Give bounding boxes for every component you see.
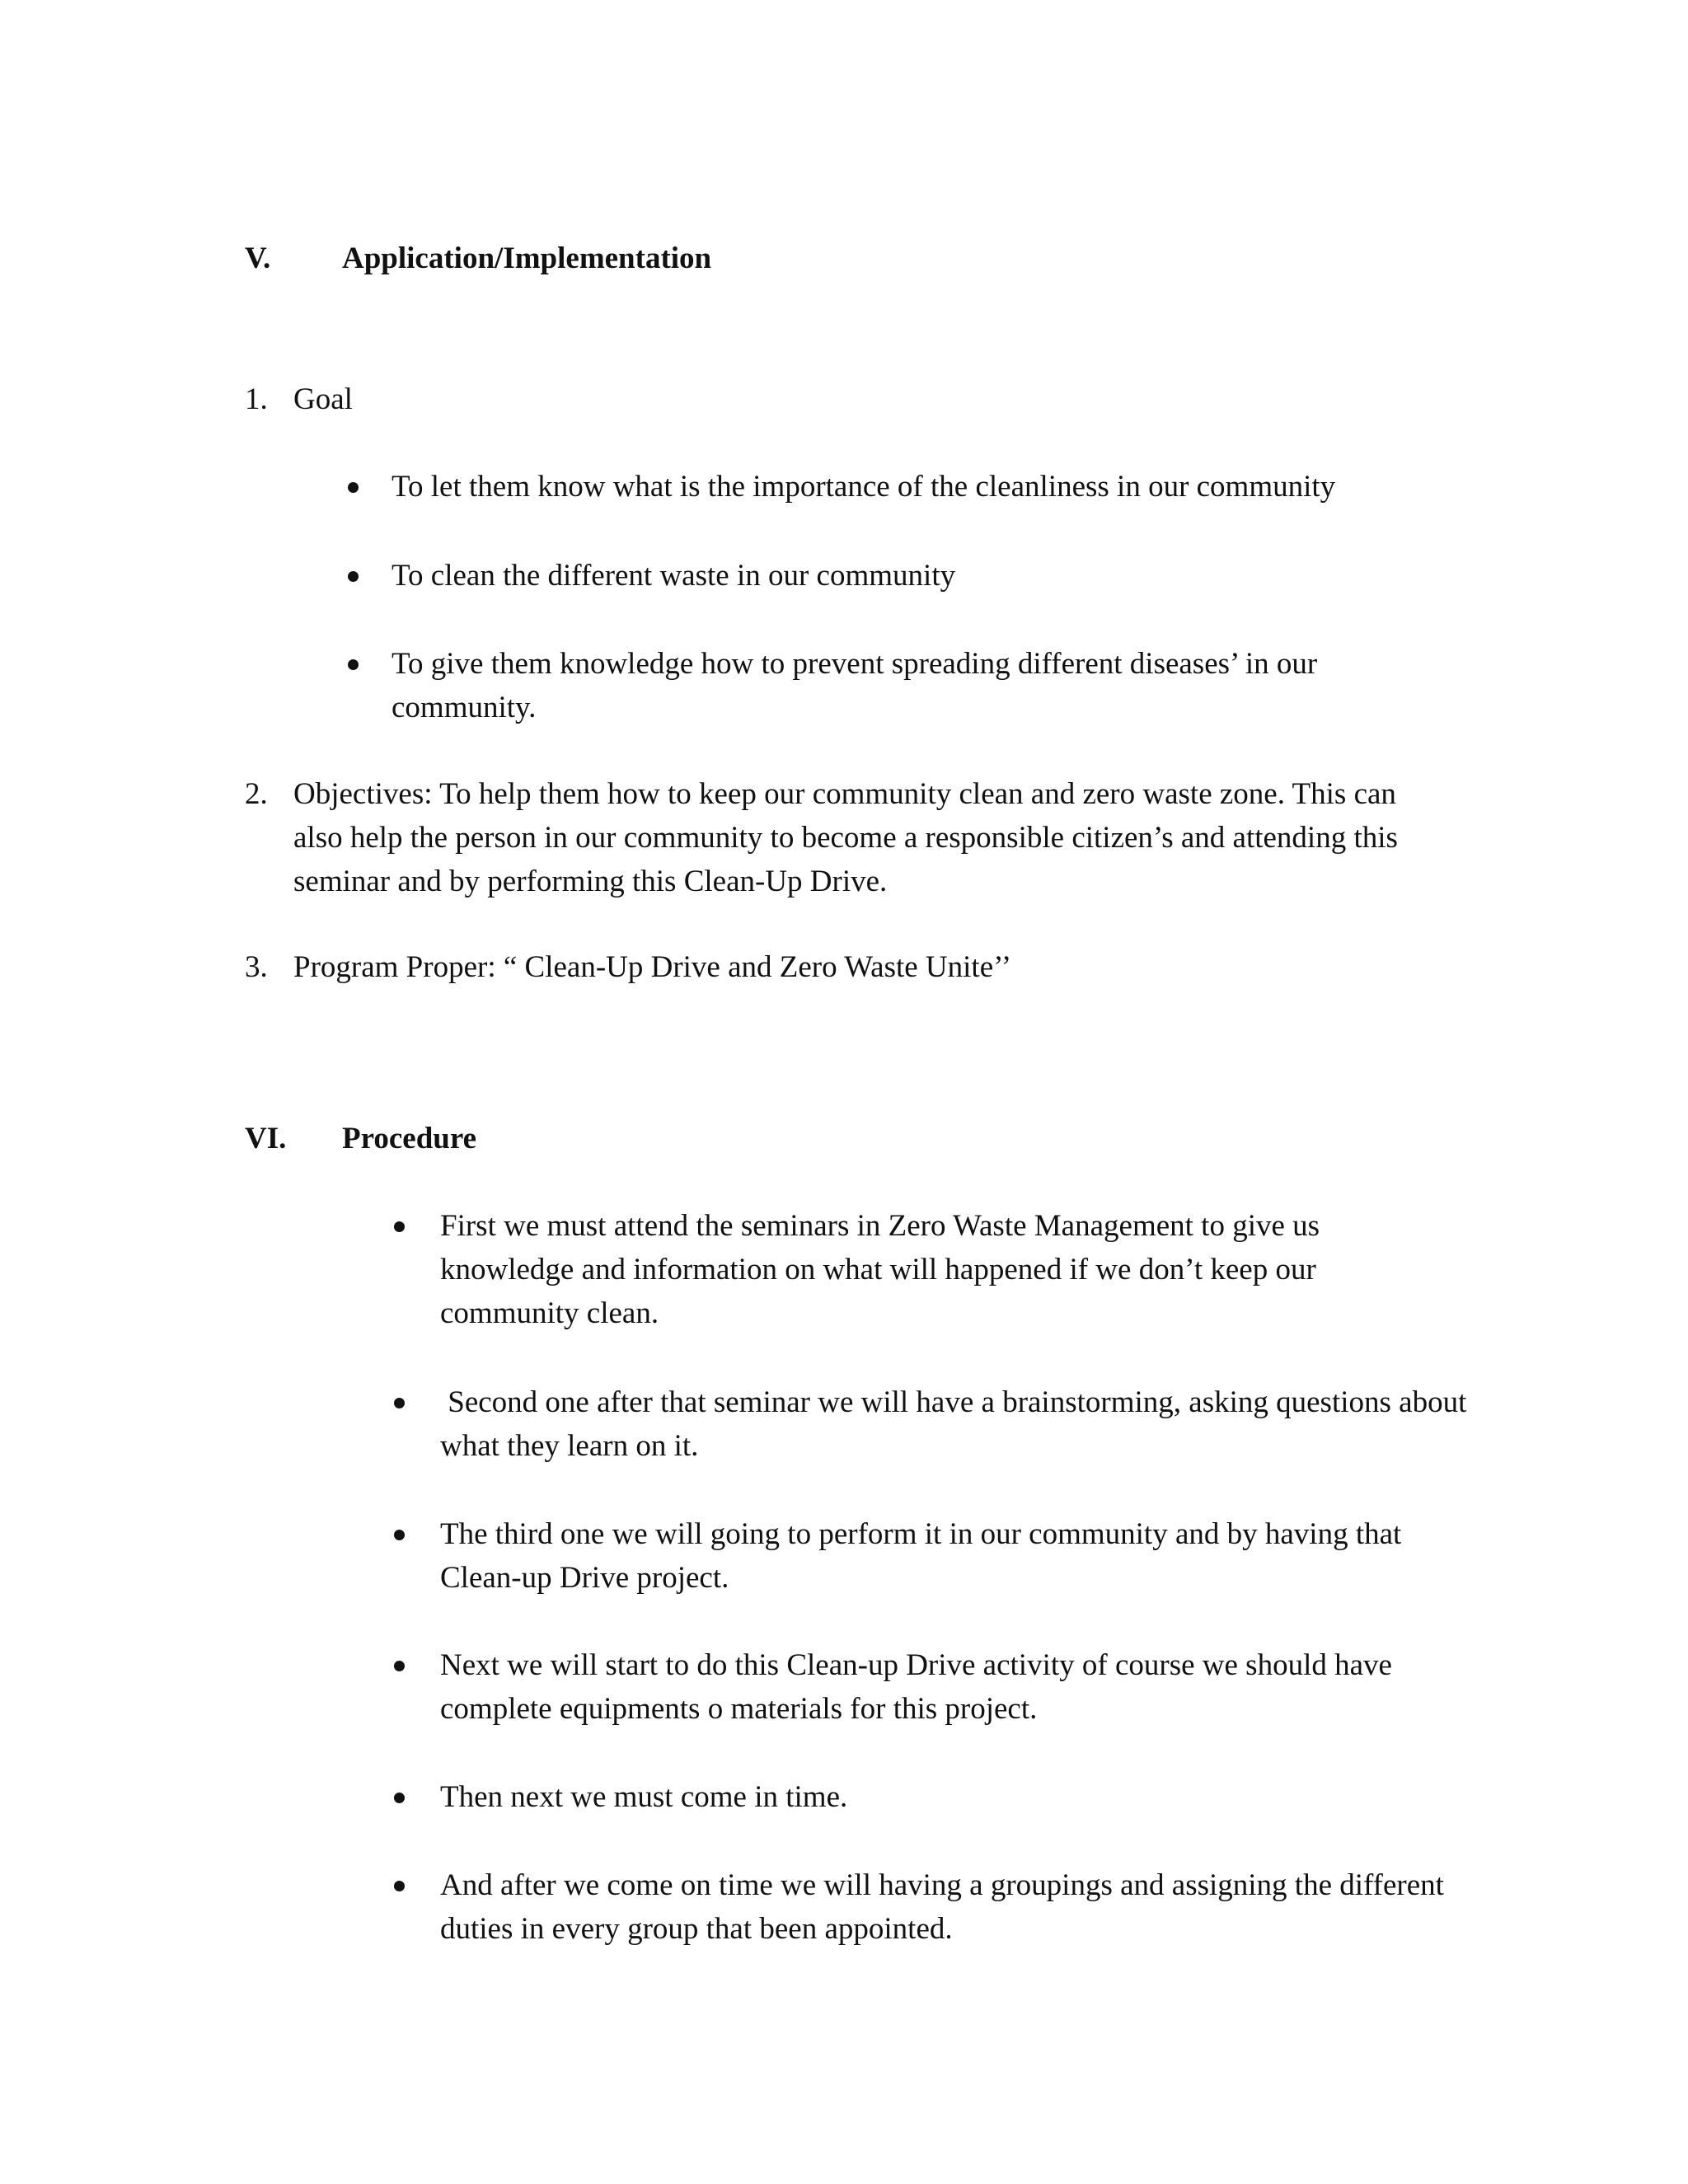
- section-v-title: Application/Implementation: [342, 241, 712, 275]
- goal-label: Goal: [293, 382, 353, 416]
- procedure-bullet-1: First we must attend the seminars in Zero Waste Management to give us knowledge and information on what will happened if we don’t keep our community clean.: [440, 1209, 1320, 1330]
- bullet-icon: [394, 1661, 405, 1671]
- bullet-icon: [394, 1221, 405, 1232]
- section-vi-numeral: VI.: [245, 1122, 287, 1155]
- section-vi-title: Procedure: [342, 1122, 477, 1155]
- procedure-bullet-3: The third one we will going to perform it in our community and by having that Clean-up Drive project.: [440, 1517, 1402, 1595]
- procedure-bullet-4: Next we will start to do this Clean-up Drive activity of course we should have complete equipments o materials for this project.: [440, 1648, 1392, 1726]
- bullet-icon: [394, 1793, 405, 1803]
- goal-bullet-1: To let them know what is the importance of the cleanliness in our community: [392, 470, 1336, 504]
- goal-bullet-2: To clean the different waste in our community: [392, 559, 956, 593]
- goal-number: 1.: [245, 382, 268, 416]
- bullet-icon: [394, 1398, 405, 1408]
- procedure-bullet-6: And after we come on time we will having a groupings and assigning the different duties in every group that been appointed.: [440, 1868, 1444, 1946]
- section-v-numeral: V.: [245, 241, 271, 275]
- program-text: Program Proper: “ Clean-Up Drive and Zero Waste Unite’’: [293, 950, 1012, 984]
- objectives-number: 2.: [245, 777, 268, 811]
- program-number: 3.: [245, 950, 268, 984]
- procedure-bullet-2: Second one after that seminar we will have a brainstorming, asking questions about what they learn on it.: [440, 1385, 1475, 1463]
- bullet-icon: [348, 571, 359, 582]
- goal-bullet-3: To give them knowledge how to prevent spreading different diseases’ in our community.: [392, 647, 1318, 724]
- objectives-text: Objectives: To help them how to keep our community clean and zero waste zone. This can also help the person in our community to become a responsible citizen’s and attending this seminar and by performing this Clean-Up Drive.: [293, 777, 1398, 898]
- procedure-bullet-5: Then next we must come in time.: [440, 1780, 848, 1814]
- bullet-icon: [348, 659, 359, 670]
- bullet-icon: [394, 1881, 405, 1891]
- bullet-icon: [348, 482, 359, 493]
- bullet-icon: [394, 1530, 405, 1540]
